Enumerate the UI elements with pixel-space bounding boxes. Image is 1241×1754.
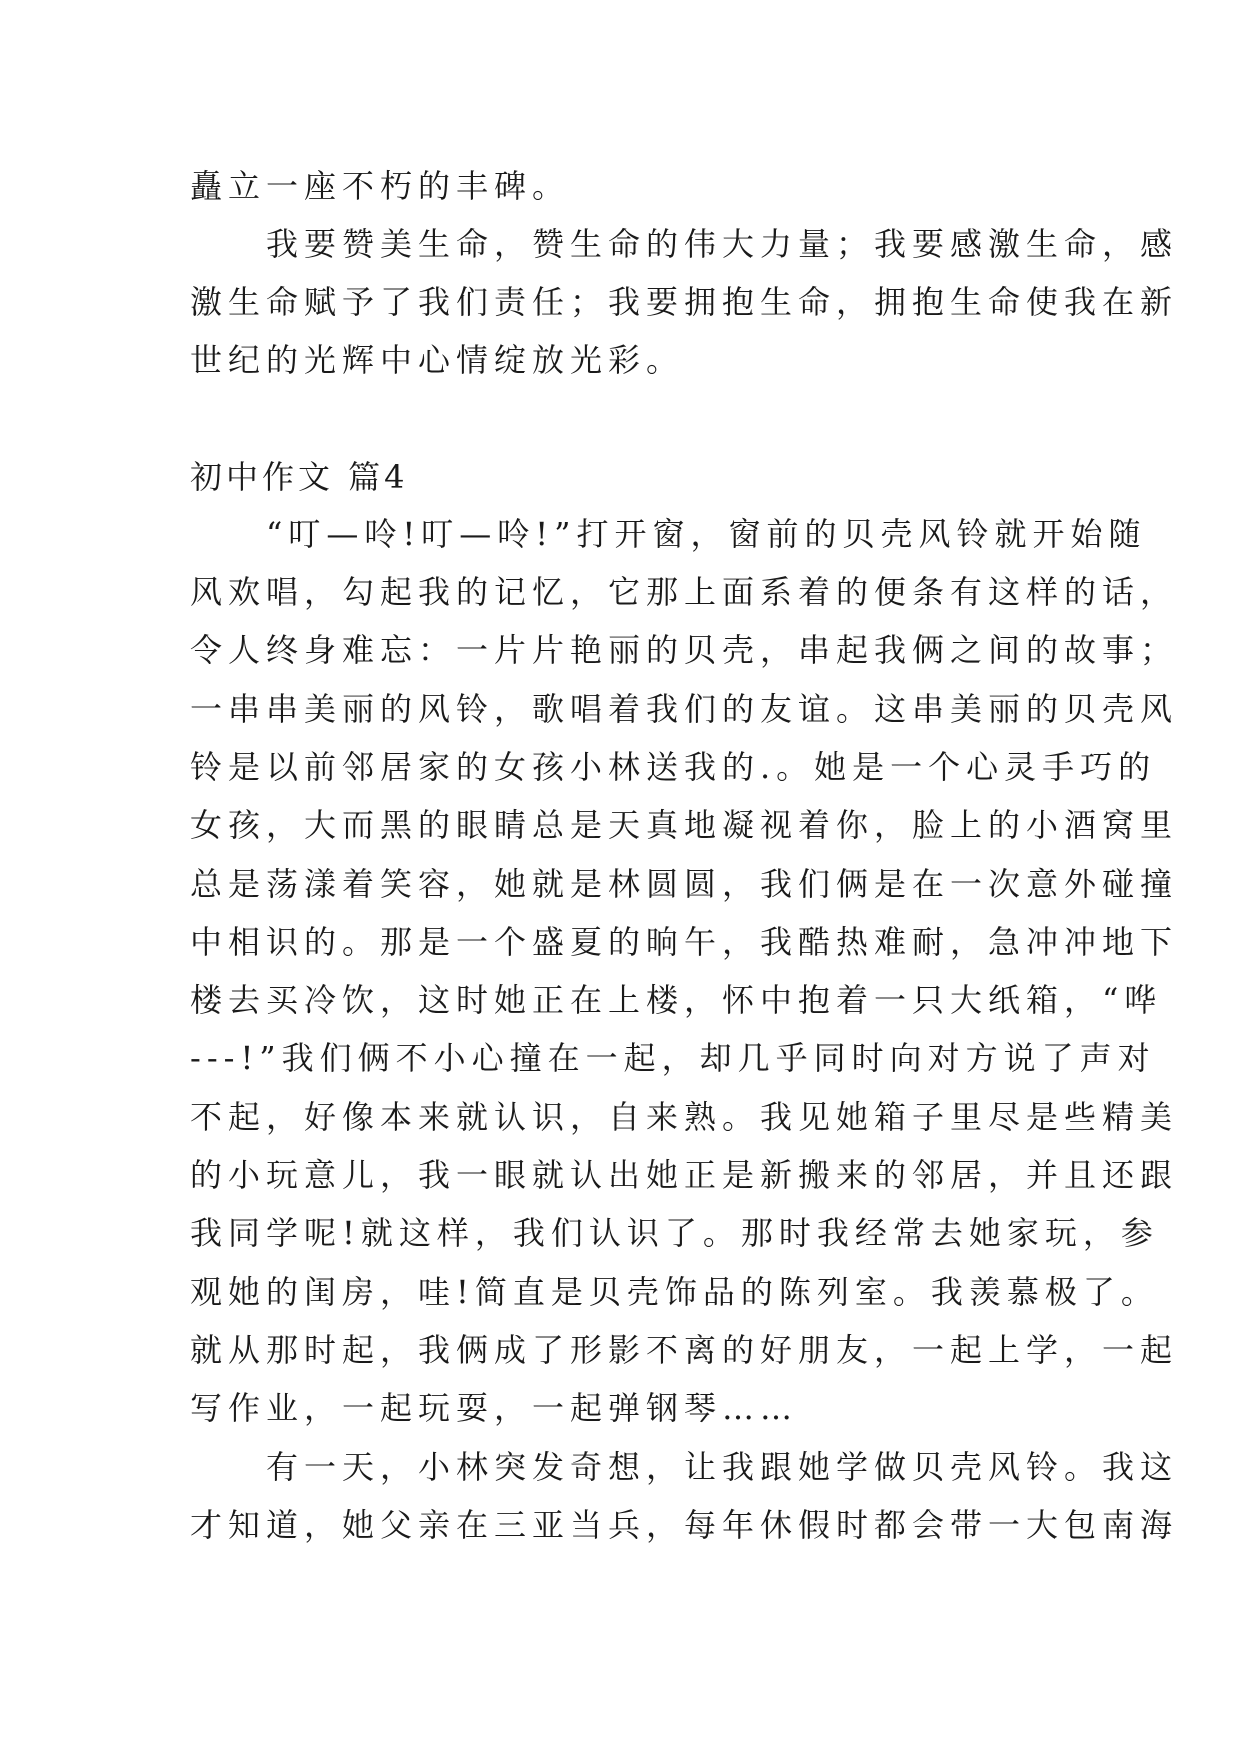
text-line: 我同学呢!就这样，我们认识了。那时我经常去她家玩，参 xyxy=(190,1214,1159,1252)
text-line: ---!”我们俩不小心撞在一起，却几乎同时向对方说了声对 xyxy=(190,1039,1156,1077)
text-line: 女孩，大而黑的眼睛总是天真地凝视着你，脸上的小酒窝里 xyxy=(190,806,1179,844)
text-line: 总是荡漾着笑容，她就是林圆圆，我们俩是在一次意外碰撞 xyxy=(190,865,1179,903)
text-line: 风欢唱，勾起我的记忆，它那上面系着的便条有这样的话， xyxy=(190,573,1179,611)
text-line: 写作业，一起玩耍，一起弹钢琴…… xyxy=(190,1389,799,1427)
text-line: 观她的闺房，哇!简直是贝壳饰品的陈列室。我羡慕极了。 xyxy=(190,1273,1159,1311)
text-line: 才知道，她父亲在三亚当兵，每年休假时都会带一大包南海 xyxy=(190,1506,1179,1544)
text-line: 一串串美丽的风铃，歌唱着我们的友谊。这串美丽的贝壳风 xyxy=(190,690,1179,728)
text-line: 矗立一座不朽的丰碑。 xyxy=(190,167,571,205)
text-line: 激生命赋予了我们责任；我要拥抱生命，拥抱生命使我在新 xyxy=(190,283,1179,321)
text-line: 我要赞美生命，赞生命的伟大力量；我要感激生命，感 xyxy=(190,225,1179,263)
text-line: 铃是以前邻居家的女孩小林送我的.。她是一个心灵手巧的 xyxy=(190,748,1157,786)
text-line: 不起，好像本来就认识，自来熟。我见她箱子里尽是些精美 xyxy=(190,1098,1179,1136)
text-line: 有一天，小林突发奇想，让我跟她学做贝壳风铃。我这 xyxy=(190,1448,1179,1486)
text-line: 世纪的光辉中心情绽放光彩。 xyxy=(190,341,685,379)
text-line: 的小玩意儿，我一眼就认出她正是新搬来的邻居，并且还跟 xyxy=(190,1156,1179,1194)
section-heading: 初中作文 篇4 xyxy=(190,458,409,496)
text-line: 楼去买冷饮，这时她正在上楼，怀中抱着一只大纸箱，“哗 xyxy=(190,981,1163,1019)
text-line: 令人终身难忘：一片片艳丽的贝壳，串起我俩之间的故事； xyxy=(190,631,1179,669)
text-line: 中相识的。那是一个盛夏的晌午，我酷热难耐，急冲冲地下 xyxy=(190,923,1179,961)
text-line: “叮—呤!叮—呤!”打开窗，窗前的贝壳风铃就开始随 xyxy=(190,515,1147,553)
text-line: 就从那时起，我俩成了形影不离的好朋友，一起上学，一起 xyxy=(190,1331,1179,1369)
